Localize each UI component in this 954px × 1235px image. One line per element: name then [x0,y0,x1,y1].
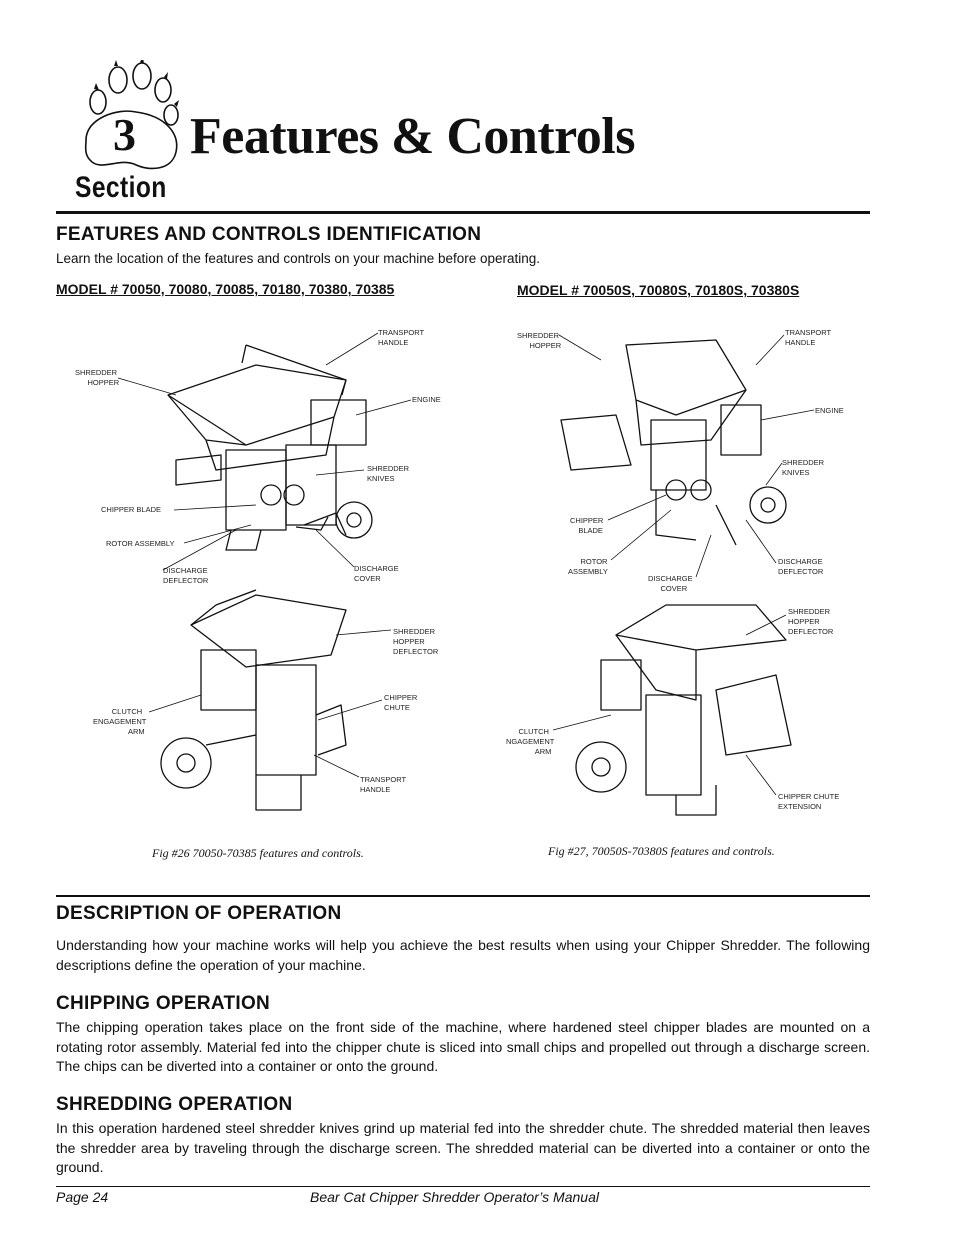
label-discharge-cover-right: DISCHARGE COVER [648,574,693,593]
model-right-heading: MODEL # 70050S, 70080S, 70180S, 70380S [517,282,800,298]
machine-illustration-right-bottom [576,605,791,815]
label-shredder-hopper: SHREDDER HOPPER [75,368,120,387]
label-shredder-hopper-deflector-right: SHREDDER HOPPER DEFLECTOR [788,607,834,636]
features-intro: Learn the location of the features and controls on your machine before operating. [56,251,541,266]
label-discharge-deflector: DISCHARGE DEFLECTOR [163,566,209,585]
label-shredder-hopper-deflector: SHREDDER HOPPER DEFLECTOR [393,627,439,656]
label-engine: ENGINE [412,395,441,404]
features-figures [56,305,870,890]
page-title: Features & Controls [190,108,635,165]
label-transport-handle: TRANSPORT HANDLE [378,328,425,347]
shredding-heading: SHREDDING OPERATION [56,1094,293,1115]
description-text: Understanding how your machine works will help you achieve the best results when using your Chipper Shredder. The following descriptions define the operation of your machine. [56,937,870,973]
chipping-text: The chipping operation takes place on the front side of the machine, where hardened steel chipper blades are mounted on a rotating rotor assembly. Material fed into the chipper chute is sliced into small chips and propelled out through a discharge screen. The chips can be diverted into a container or onto the ground. [56,1019,870,1074]
shredding-text: In this operation hardened steel shredder knives grind up material fed into the shredder chute. The shredded material then leaves the shredder area by traveling through the discharge screen. The shredded material can be diverted into a container or onto the ground. [56,1120,870,1175]
label-chipper-chute: CHIPPER CHUTE [384,693,418,712]
label-transport-handle-bottom: TRANSPORT HANDLE [360,775,407,794]
figure-caption-right: Fig #27, 70050S-70380S features and controls. [548,844,775,858]
label-chipper-chute-extension: CHIPPER CHUTE EXTENSION [778,792,840,811]
label-rotor-assembly: ROTOR ASSEMBLY [106,539,175,548]
label-rotor-assembly-right: ROTOR ASSEMBLY [568,557,608,576]
header-rule [56,211,870,214]
section-divider [56,895,870,897]
footer-page-number: Page 24 [56,1189,109,1205]
label-transport-handle-right: TRANSPORT HANDLE [785,328,832,347]
label-shredder-hopper-right: SHREDDER HOPPER [517,331,562,350]
section-number: 3 [113,109,136,160]
label-discharge-cover: DISCHARGE COVER [354,564,399,583]
label-engine-right: ENGINE [815,406,844,415]
label-shredder-knives: SHREDDER KNIVES [367,464,410,483]
label-chipper-blade: CHIPPER BLADE [101,505,162,514]
footer-rule [56,1186,870,1187]
machine-illustration-left-bottom [161,590,346,810]
model-left-heading: MODEL # 70050, 70080, 70085, 70180, 70380, 70385 [56,281,395,297]
features-heading: FEATURES AND CONTROLS IDENTIFICATION [56,224,482,245]
label-clutch-engagement-arm: CLUTCH ENGAGEMENT ARM [93,707,147,736]
machine-illustration-right-top [561,340,786,545]
chipping-heading: CHIPPING OPERATION [56,993,271,1014]
figure-caption-left: Fig #26 70050-70385 features and controls. [152,846,364,860]
description-heading: DESCRIPTION OF OPERATION [56,903,342,924]
label-discharge-deflector-right: DISCHARGE DEFLECTOR [778,557,824,576]
label-clutch-engagement-arm-right: CLUTCH NGAGEMENT ARM [506,727,555,756]
machine-illustrations [56,305,870,890]
footer-manual-title: Bear Cat Chipper Shredder Operator’s Manual [310,1189,599,1205]
label-chipper-blade-right: CHIPPER BLADE [570,516,604,535]
label-shredder-knives-right: SHREDDER KNIVES [782,458,825,477]
machine-illustration-left-top [168,345,372,550]
section-label: Section [75,171,167,204]
